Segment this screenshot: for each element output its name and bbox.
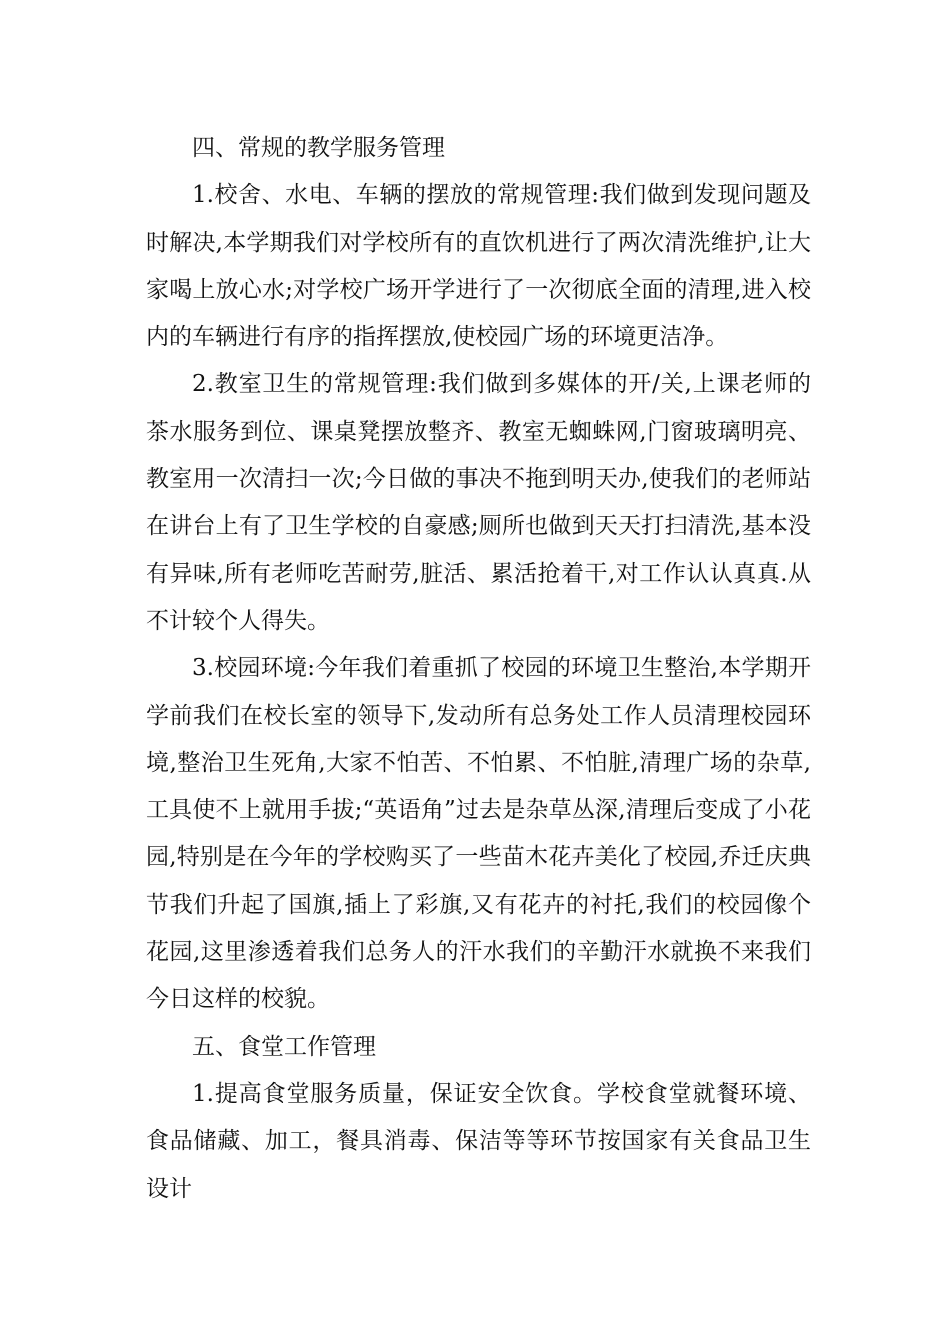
paragraph-campus-environment: 3.校园环境:今年我们着重抓了校园的环境卫生整治,本学期开学前我们在校长室的领导下,发动所有总务处工作人员清理校园环境,整治卫生死角,大家不怕苦、不怕累、不怕脏,清理广场的杂草,工具使不上就用手拔;“英语角”过去是杂草丛深,清理后变成了小花园,特别是在今年的学校购买了一些苗木花卉美化了校园,乔迁庆典节我们升起了国旗,插上了彩旗,又有花卉的衬托,我们的校园像个花园,这里渗透着我们总务人的汗水我们的辛勤汗水就换不来我们今日这样的校貌。: [146, 655, 811, 1013]
section-heading-routine-services: 四、常规的教学服务管理: [192, 135, 445, 161]
paragraph-classroom-hygiene: 2.教室卫生的常规管理:我们做到多媒体的开/关,上课老师的茶水服务到位、课桌凳摆放整齐、教室无蜘蛛网,门窗玻璃明亮、教室用一次清扫一次;今日做的事决不拖到明天办,使我们的老师站在讲台上有了卫生学校的自豪感;厕所也做到天天打扫清洗,基本没有异味,所有老师吃苦耐劳,脏活、累活抢着干,对工作认认真真.从不计较个人得失。: [146, 371, 811, 634]
paragraph-canteen-service-quality: 1.提高食堂服务质量，保证安全饮食。学校食堂就餐环境、食品储藏、加工，餐具消毒、保洁等等环节按国家有关食品卫生设计: [146, 1080, 811, 1202]
section-heading-canteen-management: 五、食堂工作管理: [192, 1033, 376, 1060]
document-body: [146, 125, 811, 1213]
paragraph-facilities-management: 1.校舍、水电、车辆的摆放的常规管理:我们做到发现问题及时解决,本学期我们对学校所有的直饮机进行了两次清洗维护,让大家喝上放心水;对学校广场开学进行了一次彻底全面的清理,进入校内的车辆进行有序的指挥摆放,使校园广场的环境更洁净。: [146, 182, 811, 351]
